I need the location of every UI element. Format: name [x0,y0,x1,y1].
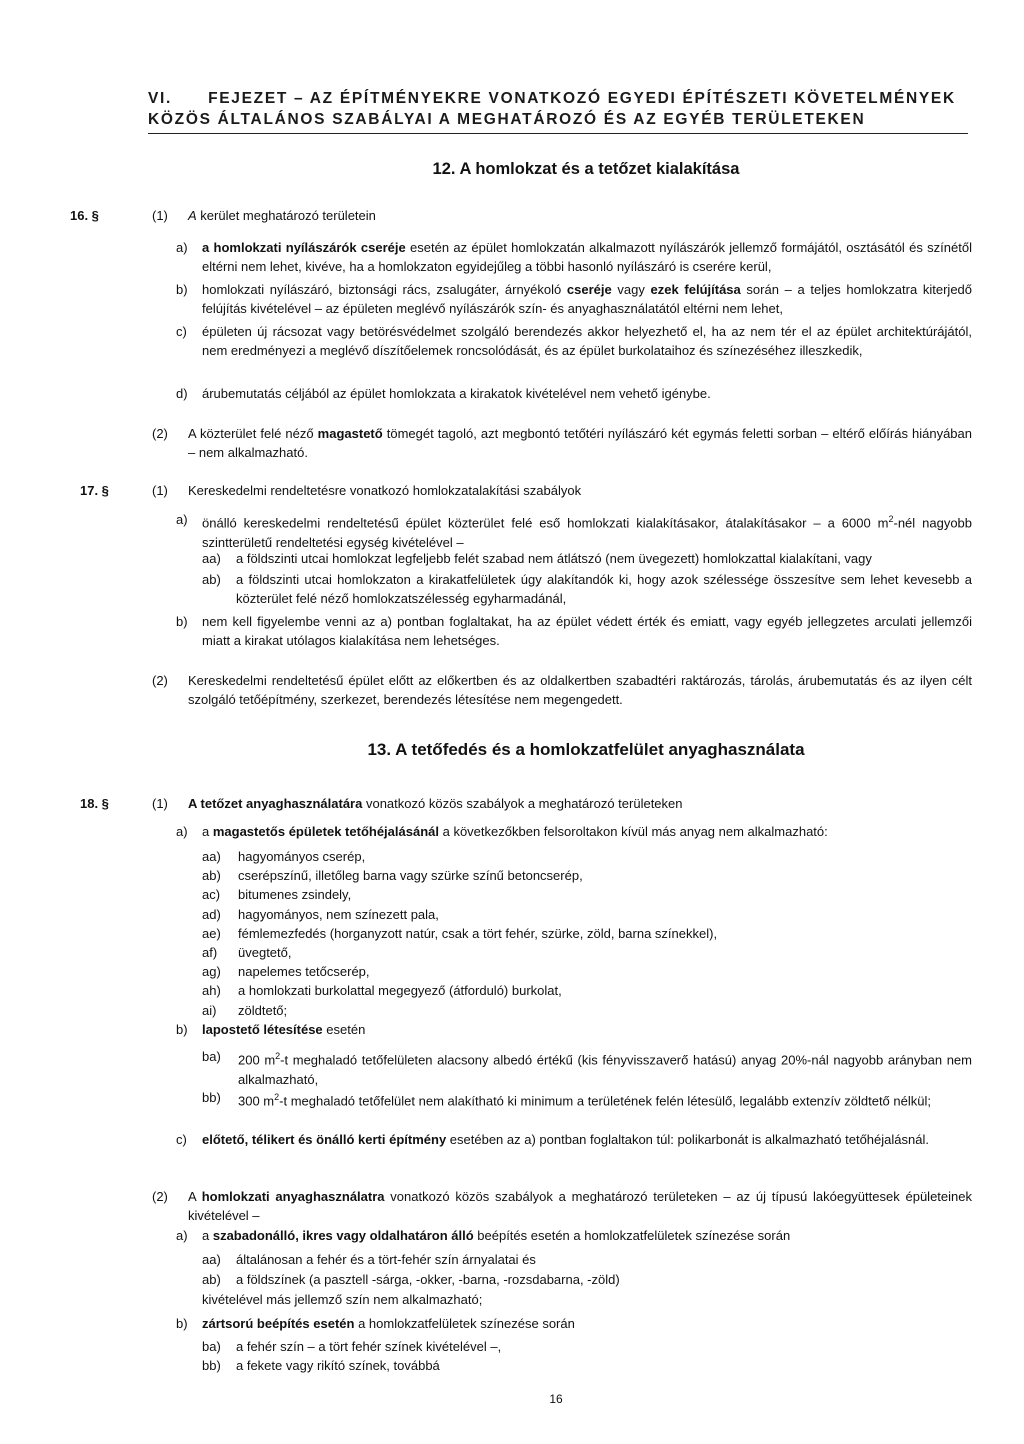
list-item-mark: ab) [202,868,221,884]
list-item: a homlokzati burkolattal megegyező (átforduló) burkolat, [238,983,562,999]
p18-s2a-mark: a) [176,1228,188,1243]
list-item-mark: ai) [202,1002,217,1018]
p18-c-mark: c) [176,1132,187,1147]
list-item-mark: aa) [202,849,221,864]
section-13-title: 13. A tetőfedés és a homlokzatfelület anyaghasználata [367,740,805,759]
p18-s2bb-mark: bb) [202,1358,221,1373]
p18-s2b-text: zártsorú beépítés esetén a homlokzatfelületek színezése során [202,1316,575,1331]
list-item-mark: ae) [202,925,221,941]
p18-s2ba-mark: ba) [202,1339,221,1354]
heading-divider [148,133,968,134]
p18-s2b-mark: b) [176,1316,188,1331]
list-item: zöldtető; [238,1002,288,1018]
p16-a-text: a homlokzati nyílászárók cseréje esetén az épület homlokzatán alkalmazott nyílászárók jellemző formájától, osztásától és színétől eltérni nem lehet, kivéve, ha a homlokzaton egyidejűleg a többi hasonló nyílászáró is cserére kerül, [202,240,972,275]
p18-s2-mark: (2) [152,1189,168,1204]
p18-ba-text: 200 $m^2-t$ meghaladó tetőfelületen alacsony albedó értékű (kis fényvisszaverő hatású) anyag 20%-nál nagyobb arányban nem alkalmazható, [238,1051,972,1087]
p16-d-text: árubemutatás céljából az épület homlokzata a kirakatok kivételével nem vehető igénybe. [202,386,711,401]
p17-ab-mark: ab) [202,572,221,587]
p16-s2-mark: (2) [152,426,168,441]
p16-b-mark: b) [176,282,188,297]
paragraph-18-number: 18. § [80,796,109,811]
list-item: cserépszínű, illetőleg barna vagy szürke színű betoncserép, [238,868,583,884]
list-item-mark: ac) [202,887,221,903]
p17-a-mark: a) [176,512,188,527]
list-item: napelemes tetőcserép, [238,964,370,980]
p18-s1-mark: (1) [152,796,168,811]
p18-ba-mark: ba) [202,1049,221,1064]
p16-c-mark: c) [176,324,187,339]
p17-s1-text: Kereskedelmi rendeltetésre vonatkozó homlokzatalakítási szabályok [188,483,582,498]
p16-d-mark: d) [176,386,188,401]
p18-s2ab-text: a földszínek (a pasztell -sárga, -okker, -barna, -rozsdabarna, -zöld) [236,1272,620,1287]
p17-b-text: nem kell figyelembe venni az a) pontban foglaltakat, ha az épület védett érték és emiatt, vagy egyéb jellegzetes arculati jellemzői miatt a kirakat utólagos kialakítása nem lehetséges. [202,614,972,649]
p17-ab-text: a földszinti utcai homlokzaton a kirakatfelületek úgy alakítandók ki, hogy azok szélessége összesítve sem lehet kevesebb a közterület felé néző homlokzatszélesség egyharmadánál, [236,572,972,607]
p18-bb-mark: bb) [202,1090,221,1105]
p18-c-text: előtető, télikert és önálló kerti építmény esetében az a) pontban foglaltakon túl: polikarbonát is alkalmazható tetőhéjalásnál. [202,1132,929,1147]
p17-aa-mark: aa) [202,551,221,566]
p18-s2ba-text: a fehér szín – a tört fehér színek kivételével –, [236,1339,502,1354]
p18-s2aa-mark: aa) [202,1252,221,1267]
p17-s2-mark: (2) [152,673,168,688]
p18-a-mark: a) [176,824,188,839]
chapter-heading [148,88,968,130]
list-item: hagyományos, nem színezett pala, [238,906,439,922]
p18-s2ab-continuation: kivételével más jellemző szín nem alkalmazható; [202,1292,483,1307]
p18-bb-text: 300 $m^2-t$ meghaladó tetőfelület nem alakítható ki minimum a területének felén létesülő, legalább extenzív zöldtető nélkül; [238,1092,931,1109]
p16-s2-text: A közterület felé néző magastető tömegét tagoló, azt megbontó tetőtéri nyílászáró két egymás feletti sorban – eltérő előírás hiányában – nem alkalmazható. [188,426,972,461]
p18-b-mark: b) [176,1022,188,1037]
list-item-mark: ad) [202,906,221,922]
p16-s1-text: A kerület meghatározó területein [188,208,376,223]
p18-s1-text: A tetőzet anyaghasználatára vonatkozó közös szabályok a meghatározó területeken [188,796,683,811]
p18-b-text: lapostető létesítése esetén [202,1022,366,1037]
p17-a-text: önálló kereskedelmi rendeltetésű épület közterület felé eső homlokzati kialakításakor, átalakításakor – a 6000 $m^2$-nél nagyobb szintterületű rendeltetési egység kivételével – [202,514,973,550]
p17-s1-mark: (1) [152,483,168,498]
page-number: 16 [549,1392,563,1406]
list-item-mark: af) [202,945,218,960]
p17-aa-text: a földszinti utcai homlokzat legfeljebb felét szabad nem átlátszó (nem üvegezett) homlokzattal kialakítani, vagy [236,551,872,566]
p16-s1-mark: (1) [152,208,168,223]
section-12-title: 12. A homlokzat és a tetőzet kialakítása [432,160,740,178]
chapter-heading-line-2: KÖZÖS ÁLTALÁNOS SZABÁLYAI A MEGHATÁROZÓ ÉS AZ EGYÉB TERÜLETEKEN [148,111,866,128]
list-item: fémlemezfedés (horganyzott natúr, csak a tört fehér, szürke, zöld, barna színekkel), [238,925,718,941]
p18-s2bb-text: a fekete vagy rikító színek, továbbá [236,1358,440,1373]
p16-b-text: homlokzati nyílászáró, biztonsági rács, zsalugáter, árnyékoló cseréje vagy ezek felújítása során – a teljes homlokzatra kiterjedő felújítás kivételével – az épületen meglévő nyílászárók szín- és anyaghasználatától eltérni nem lehet, [202,282,973,317]
paragraph-16-number: 16. § [70,208,99,223]
list-item: üvegtető, [238,945,292,960]
p16-a-mark: a) [176,240,188,255]
list-item-mark: ah) [202,983,221,999]
list-item-mark: ag) [202,964,221,980]
chapter-heading-line-1: VI. FEJEZET – AZ ÉPÍTMÉNYEKRE VONATKOZÓ EGYEDI ÉPÍTÉSZETI KÖVETELMÉNYEK [148,90,956,107]
p16-c-text: épületen új rácsozat vagy betörésvédelmet szolgáló berendezés akkor helyezhető el, ha az nem tér el az épület architektúrájától, nem eredményezi a meglévő díszítőelemek roncsolódását, és az épület burkolataihoz és színezéséhez illeszkedik, [202,324,972,359]
list-item: bitumenes zsindely, [238,887,352,903]
p18-a-text: a magastetős épületek tetőhéjalásánál a következőkben felsoroltakon kívül más anyag nem alkalmazható: [202,824,828,839]
p17-s2-text: Kereskedelmi rendeltetésű épület előtt az előkertben és az oldalkertben szabadtéri raktározás, tárolás, árubemutatás és az ilyen célt szolgáló tetőépítmény, szerkezet, berendezés létesítése nem megengedett. [188,673,972,708]
p18-s2a-text: a szabadonálló, ikres vagy oldalhatáron álló beépítés esetén a homlokzatfelületek színezése során [202,1228,791,1243]
p18-s2-text: A homlokzati anyaghasználatra vonatkozó közös szabályok a meghatározó területeken – az új típusú lakóegyüttesek épületeinek kivételével – [188,1189,972,1224]
p18-s2ab-mark: ab) [202,1272,221,1287]
p17-b-mark: b) [176,614,188,629]
p18-s2aa-text: általánosan a fehér és a tört-fehér szín árnyalatai és [236,1252,536,1267]
paragraph-17-number: 17. § [80,483,109,498]
list-item: hagyományos cserép, [238,849,366,864]
